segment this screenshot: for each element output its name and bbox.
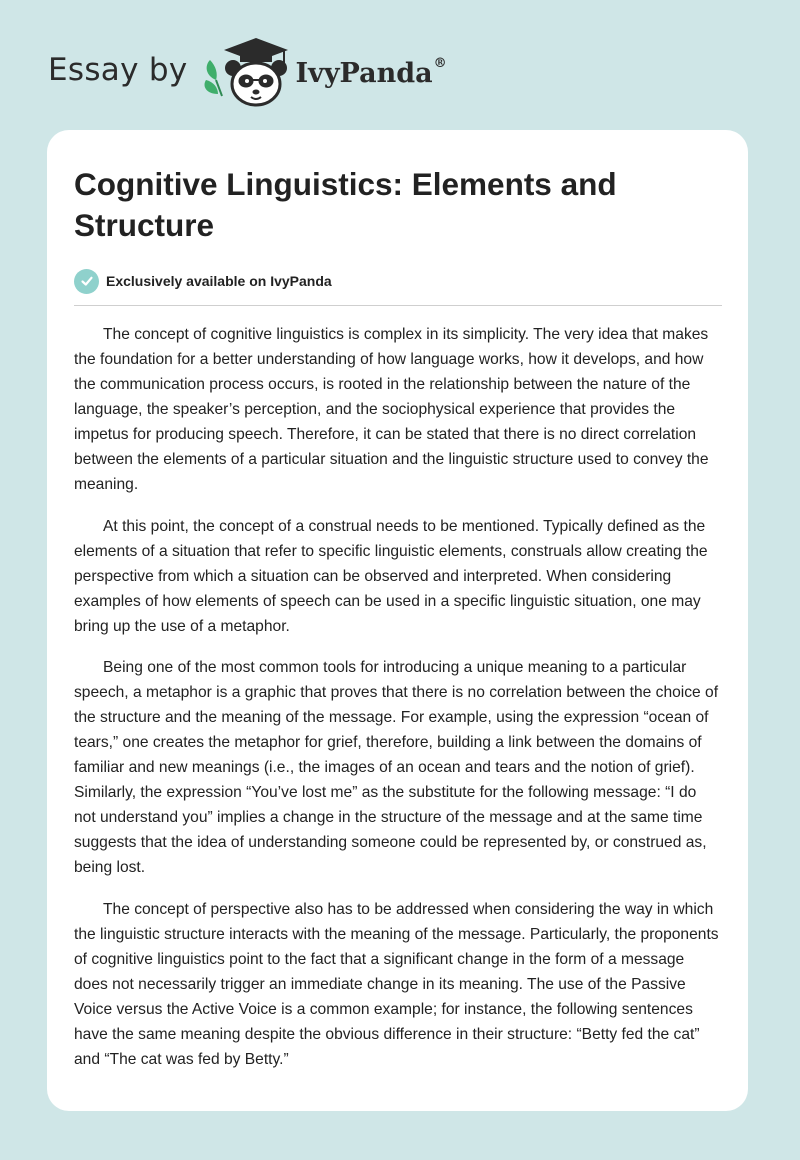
paragraph: Being one of the most common tools for introducing a unique meaning to a particular speech, a metaphor is a graphic that proves that there is no correlation between the choice of the structure and the meaning of the message. For example, using the expression “ocean of tears,” one creates the metaphor for grief, therefore, building a link between the domains of familiar and new meanings (i.e., the images of an ocean and tears and the notion of grief). Similarly, the expression “You’ve lost me” as the substitute for the following message: “I do not understand you” implies a change in the structure of the message and at the same time suggests that the idea of understanding someone could be represented by, or construed as, being lost. bbox=[74, 659, 719, 876]
brand-name bbox=[295, 55, 447, 89]
check-circle-icon bbox=[74, 269, 99, 294]
registered-mark: ® bbox=[433, 55, 447, 71]
essay-body bbox=[74, 322, 722, 1072]
badge-label: Exclusively available on IvyPanda bbox=[106, 273, 332, 289]
brand-prefix: Essay by bbox=[48, 52, 188, 88]
paragraph: The concept of cognitive linguistics is complex in its simplicity. The very idea that makes the foundation for a better understanding of how language works, how it develops, and how the communication process occurs, is rooted in the relationship between the nature of the language, the speaker’s perception, and the sociophysical experience that provides the impetus for producing speech. Therefore, it can be stated that there is no direct correlation between the elements of a particular situation and the linguistic structure used to convey the meaning. bbox=[74, 326, 709, 493]
divider bbox=[74, 305, 722, 306]
paragraph: At this point, the concept of a construal needs to be mentioned. Typically defined as the elements of a situation that refer to specific linguistic elements, construals allow creating the perspective from which a situation can be observed and interpreted. When considering examples of how elements of speech can be used in a specific linguistic situation, one may bring up the use of a metaphor. bbox=[74, 517, 708, 635]
exclusive-badge bbox=[74, 268, 722, 294]
brand-name-text: IvyPanda bbox=[295, 57, 433, 89]
panda-graduate-logo-icon bbox=[200, 36, 292, 108]
essay-card bbox=[47, 130, 748, 1111]
brand-header[interactable] bbox=[48, 36, 447, 108]
essay-title: Cognitive Linguistics: Elements and Structure bbox=[74, 166, 617, 243]
paragraph: The concept of perspective also has to be addressed when considering the way in which the linguistic structure interacts with the meaning of the message. Particularly, the proponents of cognitive linguistics point to the fact that a significant change in the form of a message does not necessarily trigger an immediate change in its meaning. The use of the Passive Voice versus the Active Voice is a common example; for instance, the following sentences have the same meaning despite the obvious difference in their structure: “Betty fed the cat” and “The cat was fed by Betty.” bbox=[74, 900, 719, 1068]
